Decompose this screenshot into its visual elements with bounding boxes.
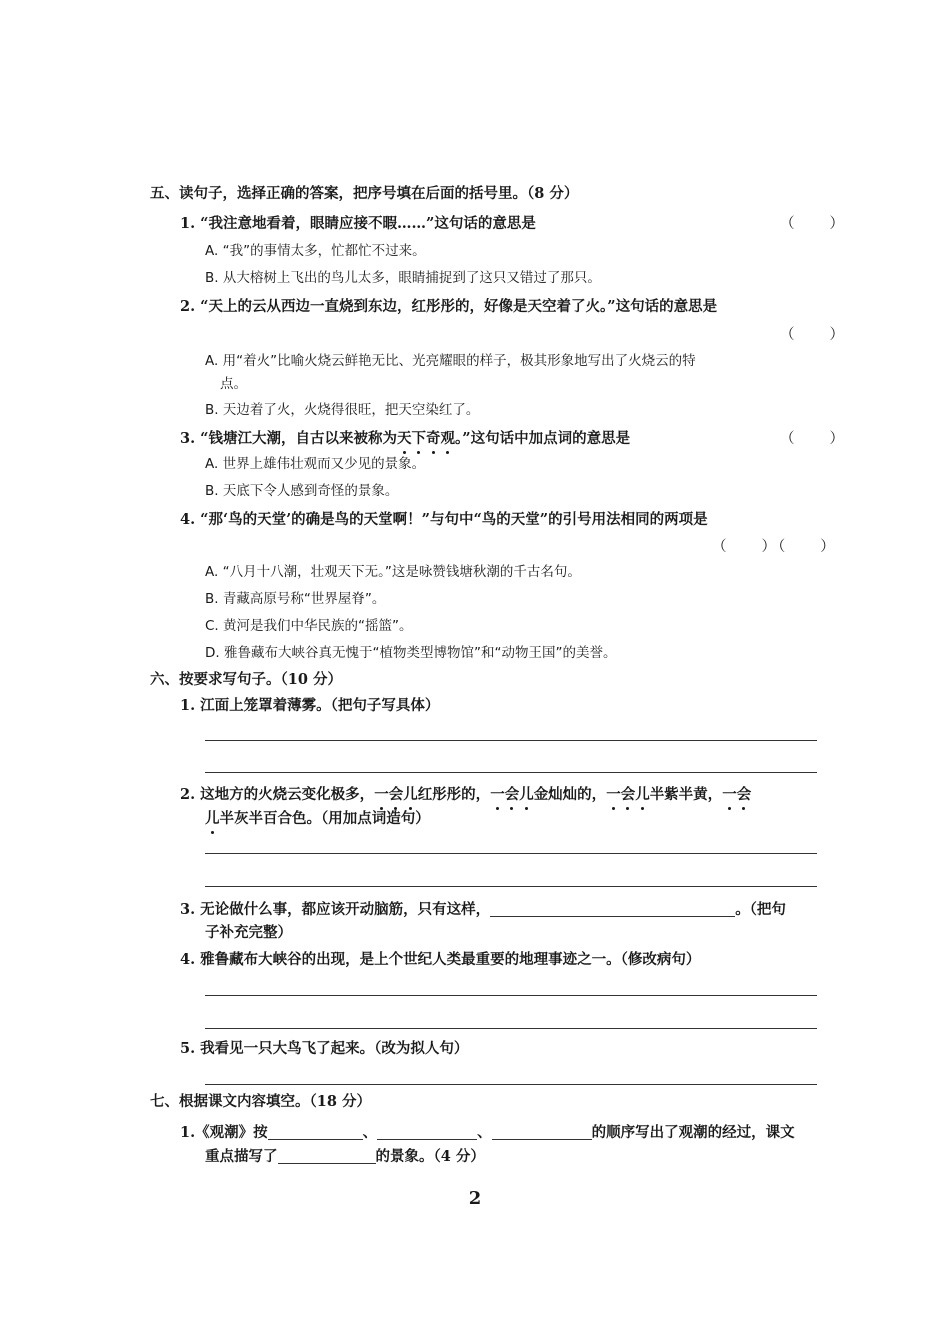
dotted-char: 一: [606, 786, 621, 803]
q5-4-option-c: C. 黄河是我们中华民族的“摇篮”。: [205, 618, 413, 634]
q7-1-line2: [205, 1149, 485, 1165]
q6-5-stem: 5. 我看见一只大鸟飞了起来。（改为拟人句）: [180, 1040, 469, 1057]
q5-4-option-d: D. 雅鲁藏布大峡谷真无愧于“植物类型博物馆”和“动物王国”的美誉。: [205, 645, 617, 661]
q5-4-answer-parens: （ ）（ ）: [712, 539, 837, 555]
dotted-char: 儿: [403, 786, 418, 803]
dotted-char: 会: [620, 786, 636, 803]
q6-1-stem: 1. 江面上笼罩着薄雾。（把句子写具体）: [180, 697, 440, 714]
q6-3-stem-line2: 子补充完整）: [205, 924, 292, 941]
q5-3-stem-pre: 3. “钱塘江大潮，自古以来被称为: [180, 430, 398, 447]
answer-line[interactable]: [205, 1084, 817, 1085]
q6-2-stem-line1: [180, 788, 751, 803]
fill-blank[interactable]: [490, 902, 735, 917]
q6-4-stem: 4. 雅鲁藏布大峡谷的出现，是上个世纪人类最重要的地理事迹之一。（修改病句）: [180, 951, 701, 968]
section-5-title: 五、读句子，选择正确的答案，把序号填在后面的括号里。（8 分）: [150, 185, 579, 202]
q5-4-stem: 4. “那‘鸟的天堂’的确是鸟的天堂啊！”与句中“鸟的天堂”的引号用法相同的两项是: [180, 511, 708, 528]
q6-3-stem-line1: [180, 902, 786, 918]
q7-1-text: 重点描写了: [205, 1148, 278, 1165]
answer-line[interactable]: [205, 740, 817, 741]
answer-line[interactable]: [205, 772, 817, 773]
dotted-char: 一: [490, 786, 505, 803]
q5-1-option-b: B. 从大榕树上飞出的鸟儿太多，眼睛捕捉到了这只又错过了那只。: [205, 270, 601, 286]
q5-1-option-a: A. “我”的事情太多，忙都忙不过来。: [205, 243, 426, 259]
dotted-char: 天: [397, 430, 412, 447]
answer-line[interactable]: [205, 886, 817, 887]
q7-1-text: 、: [362, 1124, 378, 1141]
fill-blank[interactable]: [492, 1125, 592, 1140]
q5-2-option-a-line2: 点。: [220, 376, 247, 392]
section-6-title: 六、按要求写句子。（10 分）: [150, 671, 342, 688]
dotted-char: 一: [722, 786, 737, 803]
section-7-title: 七、根据课文内容填空。（18 分）: [150, 1093, 371, 1110]
q5-3-answer-paren: （ ）: [780, 431, 846, 447]
dotted-char: 会: [388, 786, 404, 803]
q7-1-line1: [180, 1125, 795, 1141]
q5-3-option-b: B. 天底下令人感到奇怪的景象。: [205, 483, 399, 499]
dotted-char: 儿: [519, 786, 534, 803]
q7-1-text: 、: [477, 1124, 492, 1141]
dotted-char: 奇: [426, 430, 441, 447]
dotted-char: 一: [374, 786, 389, 803]
q5-3-stem-post: 。”这句话中加点词的意思是: [455, 430, 631, 447]
q5-4-option-b: B. 青藏高原号称“世界屋脊”。: [205, 591, 386, 607]
q5-2-answer-paren: （ ）: [780, 327, 846, 343]
fill-blank[interactable]: [278, 1149, 376, 1164]
q5-4-option-a: A. “八月十八潮，壮观天下无。”这是咏赞钱塘秋潮的千古名句。: [205, 564, 581, 580]
q5-2-option-b: B. 天边着了火，火烧得很旺，把天空染红了。: [205, 402, 480, 418]
q6-3-text: 3. 无论做什么事，都应该开动脑筋，只有这样，: [180, 901, 491, 918]
q6-2-text: 2. 这地方的火烧云变化极多，: [180, 786, 375, 803]
q6-2-stem-line2: [205, 812, 430, 827]
q6-2-text: 半紫半黄，: [649, 786, 723, 803]
q6-3-text: 。（把句: [735, 901, 786, 918]
q5-3-stem: [180, 432, 630, 447]
q7-1-text: 1.《观潮》按: [180, 1124, 268, 1141]
answer-line[interactable]: [205, 1028, 817, 1029]
dotted-char: 观: [440, 430, 456, 447]
answer-line[interactable]: [205, 853, 817, 854]
q5-1-answer-paren: （ ）: [780, 216, 846, 232]
q5-2-stem: 2. “天上的云从西边一直烧到东边，红彤彤的，好像是天空着了火。”这句话的意思是: [180, 298, 718, 315]
dotted-char: 儿: [635, 786, 650, 803]
q5-1-stem: 1. “我注意地看着，眼睛应接不暇……”这句话的意思是: [180, 215, 536, 232]
fill-blank[interactable]: [377, 1125, 477, 1140]
dotted-char: 儿: [205, 810, 220, 827]
q7-1-text: 的顺序写出了观潮的经过，课文: [591, 1124, 795, 1141]
q6-2-text: 金灿灿的，: [533, 786, 607, 803]
page-number: 2: [468, 1188, 482, 1209]
q5-3-option-a: A. 世界上雄伟壮观而又少见的景象。: [205, 456, 426, 472]
fill-blank[interactable]: [268, 1125, 363, 1140]
q5-2-option-a-line1: A. 用“着火”比喻火烧云鲜艳无比、光亮耀眼的样子，极其形象地写出了火烧云的特: [205, 353, 696, 369]
q7-1-text: 的景象。（4 分）: [375, 1148, 485, 1165]
q6-2-text: 红彤彤的，: [417, 786, 491, 803]
answer-line[interactable]: [205, 995, 817, 996]
dotted-char: 会: [736, 786, 752, 803]
dotted-char: 下: [411, 430, 427, 447]
q6-2-text: 半灰半百合色。（用加点词造句）: [219, 810, 430, 827]
dotted-char: 会: [504, 786, 520, 803]
